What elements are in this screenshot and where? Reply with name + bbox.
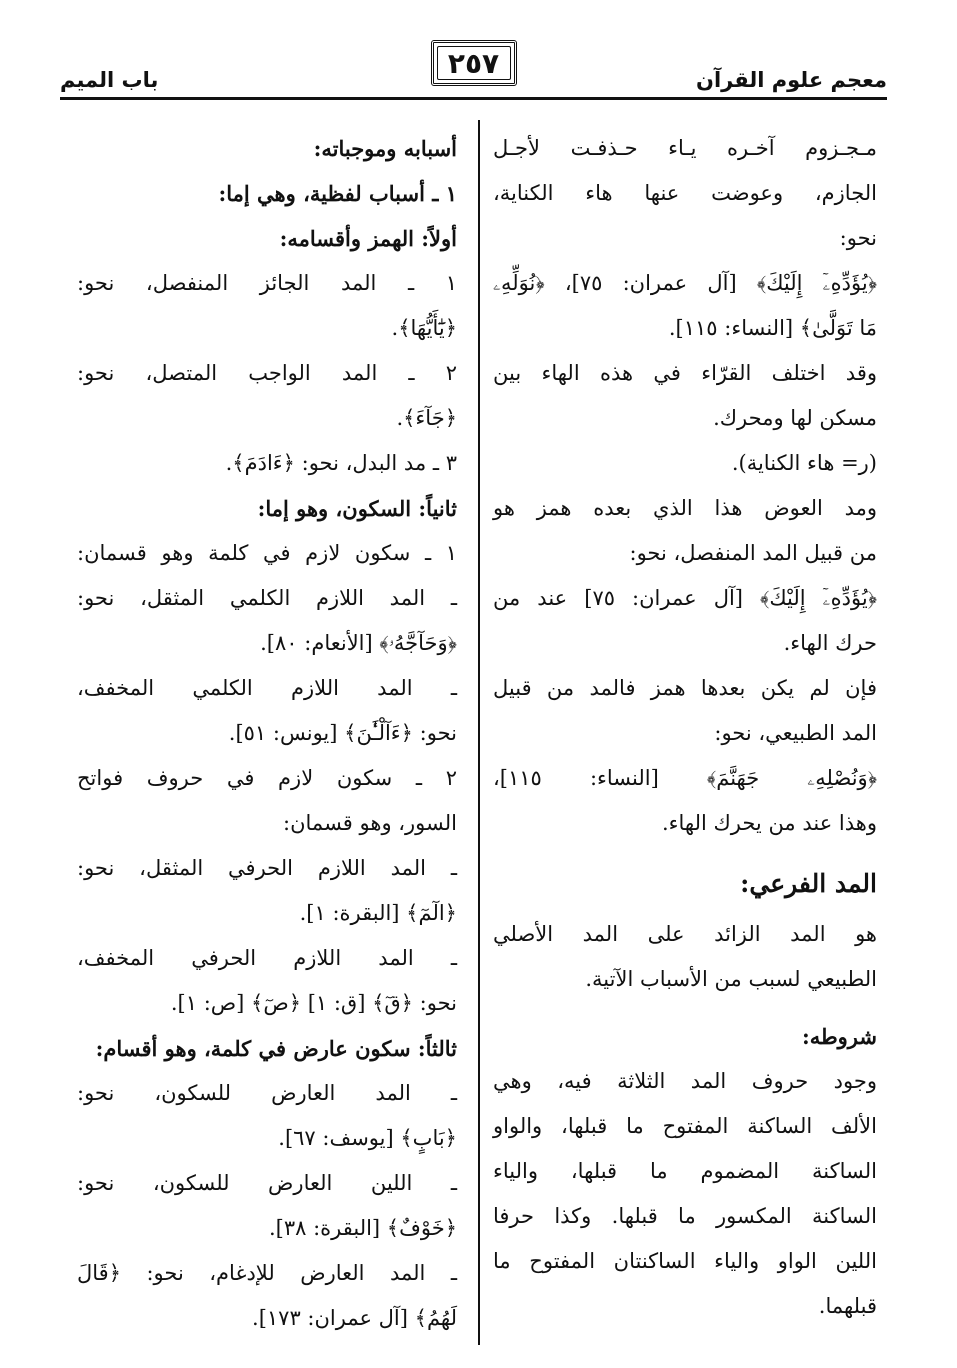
text-line: ٢ ـ سكون لازم في حروف فواتح	[77, 766, 457, 790]
text-line: لَهُمُ﴾ [آل عمران: ١٧٣].	[252, 1306, 457, 1330]
text-line: ﴿خَوْفٌ﴾ [البقرة: ٣٨].	[268, 1216, 457, 1240]
text-line: ﴿جَآءَ﴾.	[396, 406, 457, 430]
text-line: نحو: ﴿قٓ﴾ [ق: ١] ﴿صٓ﴾ [ص: ١].	[170, 991, 457, 1015]
text-line: ١ ـ أسباب لفظية، وهي إما:	[218, 181, 457, 206]
text-line: ١ ـ المد الجائز المنفصل، نحو:	[77, 271, 457, 295]
text-line: اللين الواو والياء الساكنتان المفتوح ما	[493, 1249, 877, 1273]
book-title: معجم علوم القرآن	[696, 68, 887, 92]
text-line: مسكن لها ومحرك.	[713, 406, 877, 430]
text-line: الألف الساكنة المفتوح ما قبلها، والواو	[493, 1114, 877, 1138]
text-line: فإن لم يكن بعدها همز فالمد من قبيل	[493, 676, 877, 700]
text-line: ﴿وَحَآجَّهُۥ﴾ [الأنعام: ٨٠].	[260, 631, 457, 655]
text-line: وجود حروف المد الثلاثة فيه، وهي	[493, 1069, 877, 1093]
text-line: ـ المد اللازم الحرفي المثقل، نحو:	[77, 856, 457, 880]
page-number-frame	[431, 40, 517, 86]
text-line: المد الفرعي:	[740, 869, 877, 898]
running-header	[60, 38, 887, 100]
text-line: وهذا عند من يحرك الهاء.	[661, 811, 877, 835]
text-line: هو المد الزائد على المد الأصلي	[493, 922, 877, 946]
text-line: مَا تَوَلَّىٰ﴾ [النساء: ١١٥].	[668, 316, 877, 340]
text-line: (ر= هاء الكناية).	[731, 451, 877, 475]
text-line: ﴿يُؤَدِّهِۦٓ إِلَيْكَ﴾ [آل عمران: ٧٥]، ﴿نُوَلِّهِۦ	[493, 271, 878, 295]
text-line: ومد العوض هذا الذي بعده همز هو	[493, 496, 877, 520]
text-line: ثانياً: السكون، وهو إما:	[257, 496, 457, 521]
text-line: ـ المد اللازم الكلمي المخفف،	[77, 676, 457, 700]
text-line: ـ المد اللازم الكلمي المثقل، نحو:	[77, 586, 457, 610]
header-rule	[60, 97, 887, 100]
text-line: نحو:	[839, 226, 877, 250]
text-line: ﴿وَنُصْلِهِۦ جَهَنَّمَ﴾ [النساء: ١١٥]،	[493, 766, 877, 790]
section-title: باب الميم	[60, 68, 159, 92]
text-line: ٢ ـ المد الواجب المتصل، نحو:	[77, 361, 457, 385]
text-line: ﴿الٓمٓ﴾ [البقرة: ١].	[299, 901, 457, 925]
text-line: المد الطبيعي، نحو:	[714, 721, 877, 745]
text-line: الجازم، وعوضت عنها هاء الكناية،	[493, 181, 877, 205]
text-line: ﴿يُؤَدِّهِۦٓ إِلَيْكَ﴾ [آل عمران: ٧٥] عند من	[493, 586, 877, 610]
text-line: حرك الهاء.	[783, 631, 877, 655]
right-text-column	[493, 126, 877, 1329]
text-line: من قبيل المد المنفصل، نحو:	[629, 541, 877, 565]
text-line: ﴿بَابٍ﴾ [يوسف: ٦٧].	[278, 1126, 457, 1150]
text-line: ـ المد اللازم الحرفي المخفف،	[77, 946, 457, 970]
text-line: الساكنة المكسور ما قبلها. وكذا حرفا	[493, 1204, 877, 1228]
left-text-column	[77, 126, 457, 1341]
text-line: ـ المد العارض للسكون، نحو:	[77, 1081, 457, 1105]
text-line: ١ ـ سكون لازم في كلمة وهو قسمان:	[77, 541, 457, 565]
column-divider	[478, 120, 480, 1345]
text-line: وقد اختلف القرّاء في هذه الهاء بين	[493, 361, 877, 385]
text-line: الساكنة المضموم ما قبلها، والياء	[493, 1159, 877, 1183]
text-line: مـجـزوم آخـره يـاء حـذفـت لأجـل	[493, 136, 877, 160]
text-line: ـ المد العارض للإدغام، نحو: ﴿قَالَ	[77, 1261, 457, 1285]
text-line: نحو: ﴿ءَآلْـَٰٔنَ﴾ [يونس: ٥١].	[228, 721, 457, 745]
text-line: أسبابه وموجباته:	[313, 136, 457, 161]
text-line: ٣ ـ مد البدل، نحو: ﴿ءَادَمَ﴾.	[225, 451, 457, 475]
page-number: ٢٥٧	[447, 46, 500, 80]
text-line: السور، وهو قسمان:	[283, 811, 457, 835]
text-line: أولاً: الهمز وأقسامه:	[279, 226, 457, 251]
text-line: ﴿يَٰٓأَيُّهَا﴾.	[391, 316, 457, 340]
text-line: ـ اللين العارض للسكون، نحو:	[77, 1171, 457, 1195]
text-line: ثالثاً: سكون عارض في كلمة، وهو أقسام:	[95, 1036, 457, 1061]
text-line: شروطه:	[801, 1024, 877, 1049]
text-line: قبلهما.	[818, 1294, 877, 1318]
text-line: الطبيعي لسبب من الأسباب الآتية.	[585, 967, 877, 991]
